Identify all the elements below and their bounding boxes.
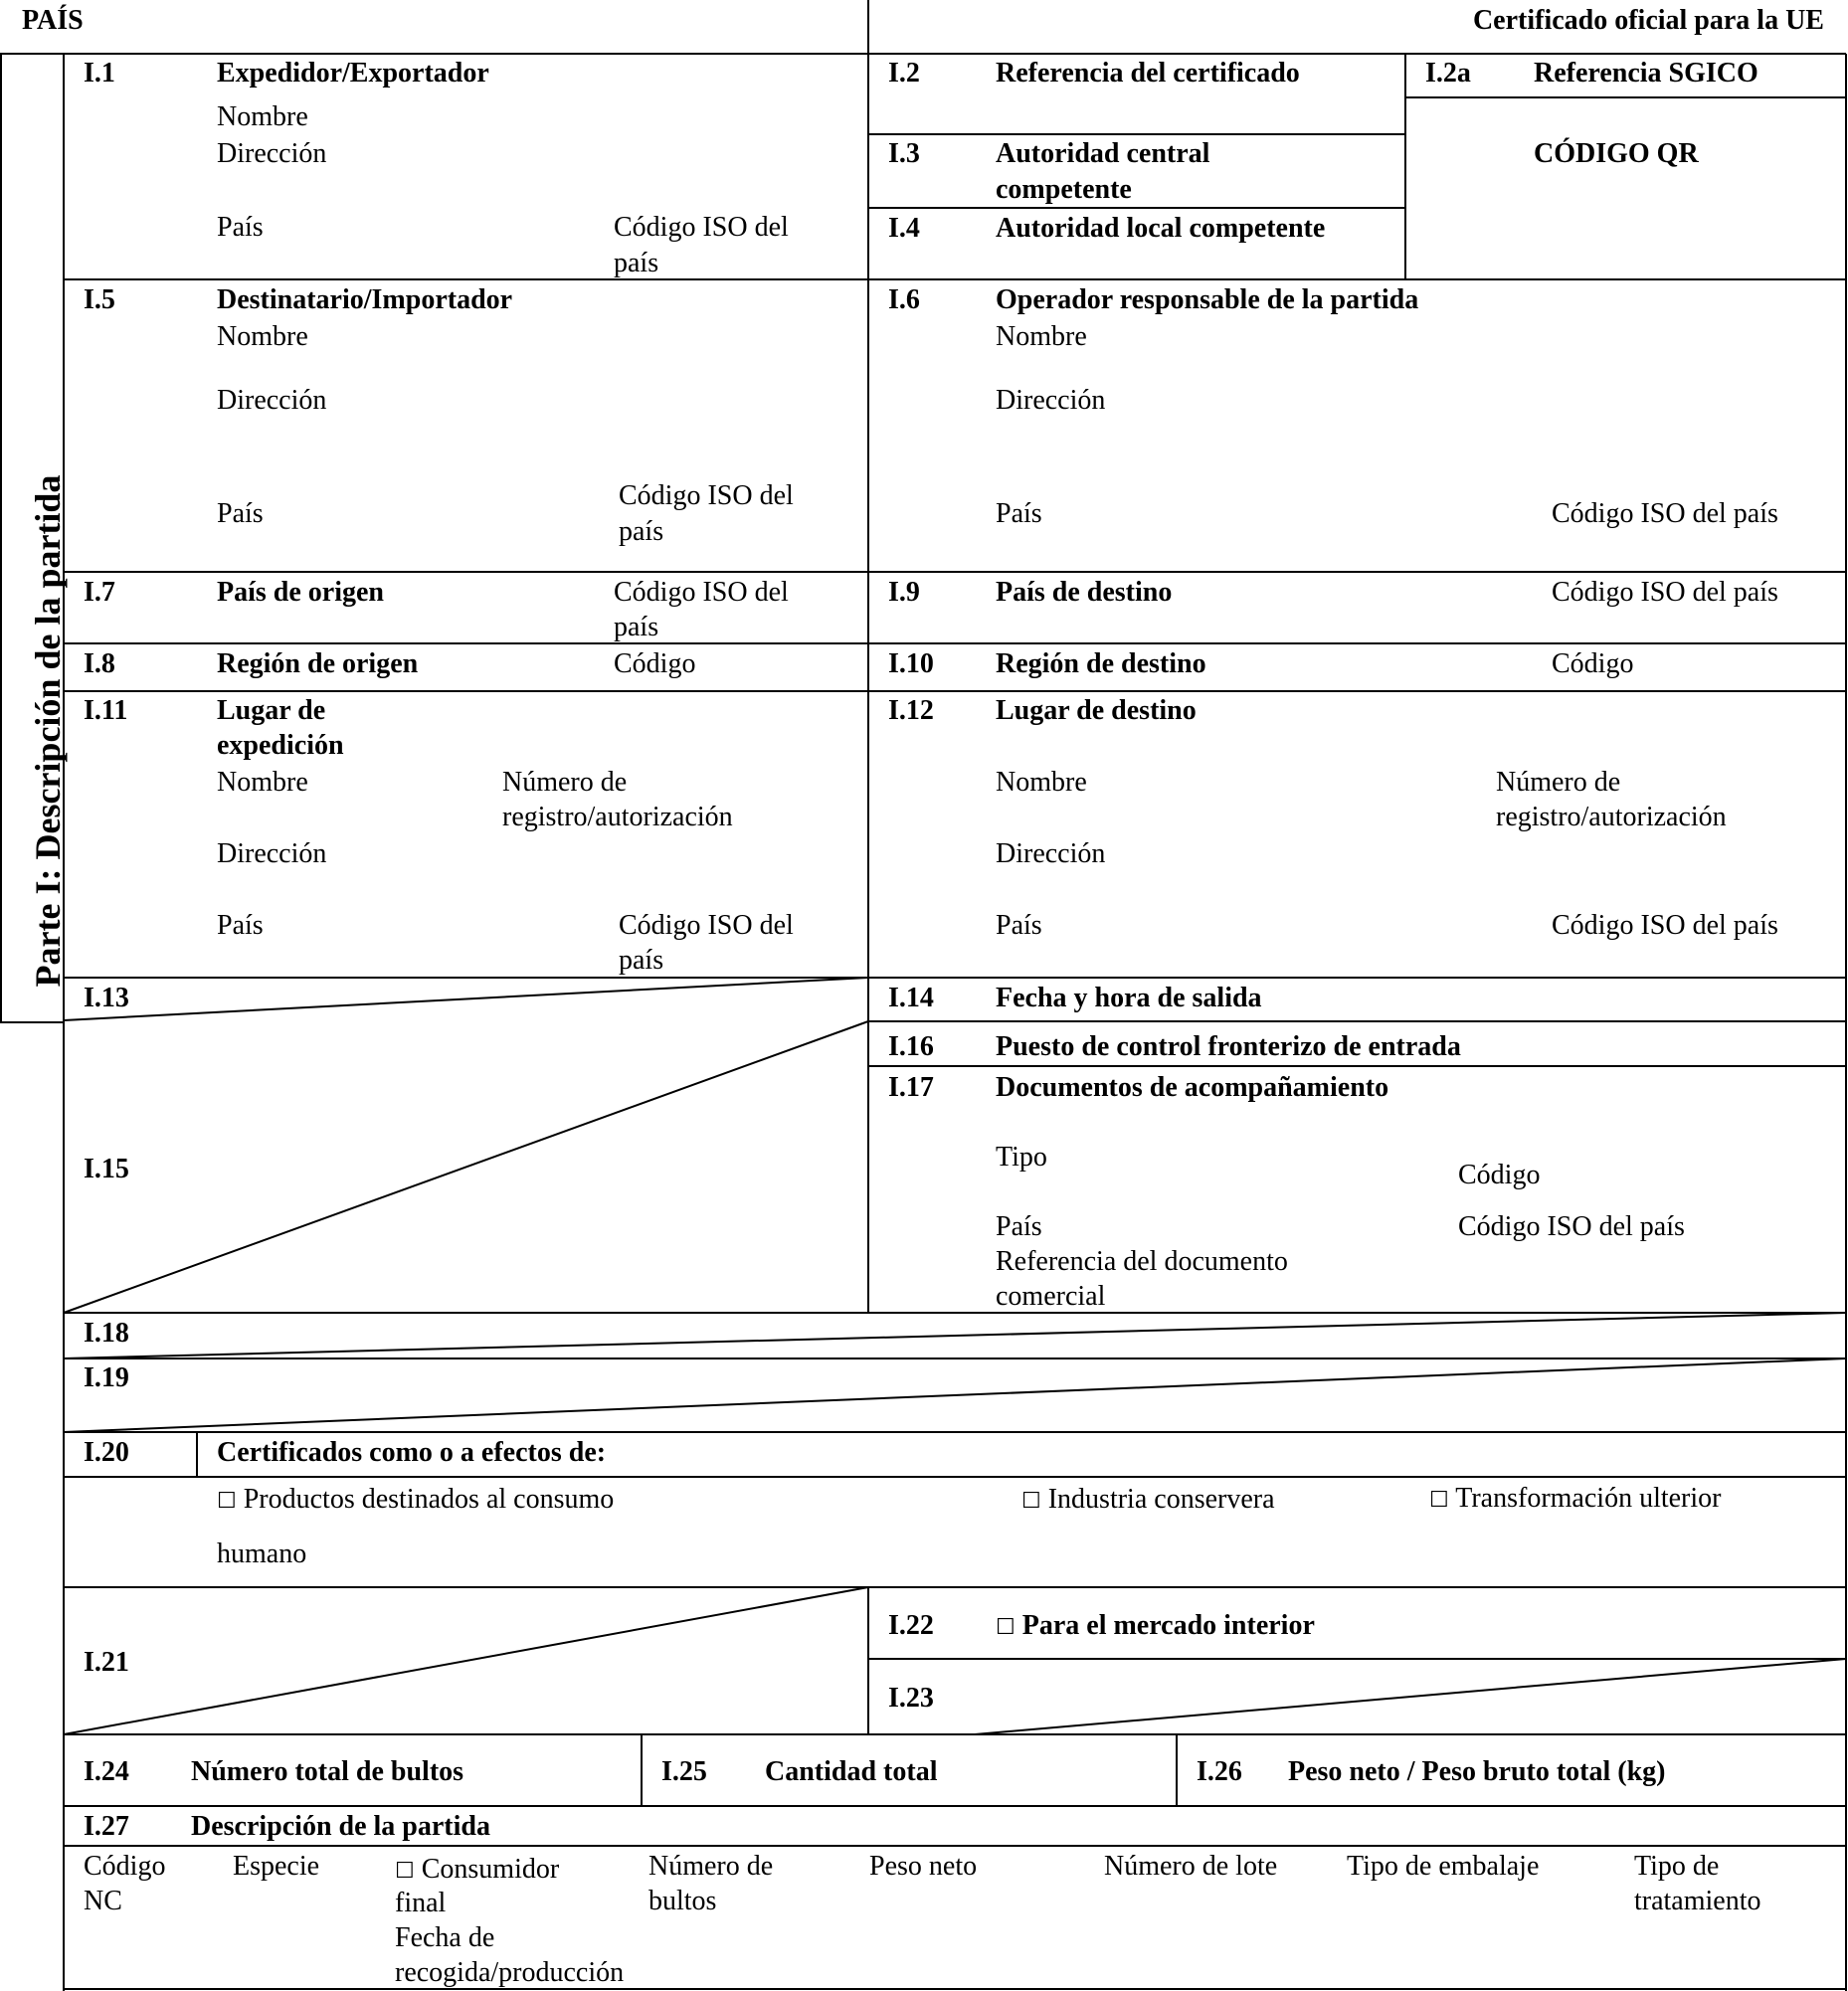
box-i5-title: Destinatario/Importador [217,284,513,315]
box-i12-iso-label: Código ISO del país [1552,910,1778,941]
column-collection-date: Fecha de [395,1922,495,1953]
box-i17-commercial-ref-label-2: comercial [996,1281,1106,1312]
box-i17-commercial-ref-label: Referencia del documento [996,1246,1288,1277]
box-i24-number: I.24 [84,1756,129,1787]
box-i6-name-label: Nombre [996,321,1087,352]
box-i4-title: Autoridad local competente [996,213,1326,244]
option-canning-industry [1021,1482,1275,1519]
option-human-consumption-label: Productos destinados al consumo [243,1484,615,1515]
column-species: Especie [233,1851,320,1882]
checkbox-further-processing[interactable]: ☐ [1429,1488,1449,1513]
box-i5-name-label: Nombre [217,321,308,352]
box-i11-registration-label: Número de [502,767,628,798]
box-i17-country-label: País [996,1211,1042,1242]
box-i12-title: Lugar de destino [996,695,1197,726]
box-i10-title: Región de destino [996,648,1206,679]
box-i16-title: Puesto de control fronterizo de entrada [996,1031,1461,1062]
box-i17-title: Documentos de acompañamiento [996,1072,1389,1103]
box-i11-iso-label: Código ISO del [619,910,794,941]
box-i11-iso-label-2: país [619,945,664,976]
box-i13-number: I.13 [84,983,129,1013]
box-i8-number: I.8 [84,648,115,679]
column-cn-code-2: NC [84,1886,122,1916]
box-i9-iso-label: Código ISO del país [1552,577,1778,608]
column-collection-date-2: recogida/producción [395,1957,625,1988]
box-i27-number: I.27 [84,1811,129,1842]
box-i22-number: I.22 [888,1610,934,1641]
box-i1-address-label: Dirección [217,138,327,169]
box-i14-number: I.14 [888,983,934,1013]
box-i2-title: Referencia del certificado [996,58,1300,89]
box-i2a-number: I.2a [1425,58,1471,89]
box-i25-title: Cantidad total [765,1756,938,1787]
box-i17-type-label: Tipo [996,1142,1047,1173]
option-internal-market [996,1608,1315,1645]
box-i20-number: I.20 [84,1437,129,1468]
box-i7-iso-label: Código ISO del [614,577,789,608]
column-packaging-type: Tipo de embalaje [1347,1851,1540,1882]
box-i26-number: I.26 [1197,1756,1242,1787]
column-net-weight: Peso neto [869,1851,978,1882]
box-i4-number: I.4 [888,213,920,244]
box-i11-title-2: expedición [217,730,344,761]
country-label: PAÍS [22,5,84,36]
box-i11-country-label: País [217,910,264,941]
box-i23-number: I.23 [888,1683,934,1714]
column-final-consumer-label: Consumidor [421,1854,560,1885]
box-i22-title: Para el mercado interior [1021,1610,1315,1641]
box-i11-registration-label-2: registro/autorización [502,802,733,832]
box-i12-address-label: Dirección [996,838,1106,869]
option-further-processing [1429,1481,1721,1518]
box-i5-number: I.5 [84,284,115,315]
box-i6-title: Operador responsable de la partida [996,284,1419,315]
box-i9-title: País de destino [996,577,1173,608]
box-i21-number: I.21 [84,1647,129,1678]
qr-code-placeholder: CÓDIGO QR [1534,138,1699,169]
box-i2a-title: Referencia SGICO [1534,58,1758,89]
column-treatment-type-2: tratamiento [1634,1886,1761,1916]
box-i26-title: Peso neto / Peso bruto total (kg) [1288,1756,1666,1787]
box-i3-title-2: competente [996,174,1132,205]
certificate-title: Certificado oficial para la UE [1472,5,1824,36]
box-i1-iso-label: Código ISO del [614,212,789,243]
box-i5-iso-label-2: país [619,516,664,547]
box-i12-number: I.12 [888,695,934,726]
option-further-processing-label: Transformación ulterior [1455,1483,1722,1514]
box-i17-iso-label: Código ISO del país [1458,1211,1685,1242]
box-i8-title: Región de origen [217,648,419,679]
column-cn-code: Código [84,1851,166,1882]
box-i14-title: Fecha y hora de salida [996,983,1262,1013]
box-i10-number: I.10 [888,648,934,679]
box-i1-number: I.1 [84,58,115,89]
box-i11-name-label: Nombre [217,767,308,798]
column-final-consumer [395,1852,559,1889]
checkbox-human-consumption[interactable]: ☐ [217,1489,237,1514]
box-i3-number: I.3 [888,138,920,169]
checkbox-canning-industry[interactable]: ☐ [1021,1489,1041,1514]
box-i9-number: I.9 [888,577,920,608]
box-i24-title: Número total de bultos [191,1756,464,1787]
column-batch-number: Número de lote [1104,1851,1278,1882]
box-i1-title: Expedidor/Exportador [217,58,489,89]
column-number-of-packages: Número de [648,1851,774,1882]
box-i19-number: I.19 [84,1362,129,1393]
box-i16-number: I.16 [888,1031,934,1062]
box-i6-number: I.6 [888,284,920,315]
box-i7-number: I.7 [84,577,115,608]
box-i25-number: I.25 [661,1756,707,1787]
box-i2-number: I.2 [888,58,920,89]
box-i11-address-label: Dirección [217,838,327,869]
option-human-consumption [217,1482,614,1519]
box-i5-iso-label: Código ISO del [619,480,794,511]
checkbox-final-consumer[interactable]: ☐ [395,1859,415,1884]
box-i8-code-label: Código [614,648,696,679]
box-i10-code-label: Código [1552,648,1634,679]
box-i3-title: Autoridad central [996,138,1210,169]
box-i7-iso-label-2: país [614,612,659,642]
box-i7-title: País de origen [217,577,384,608]
column-treatment-type: Tipo de [1634,1851,1720,1882]
box-i11-title: Lugar de [217,695,326,726]
option-human-consumption-label-2: humano [217,1538,307,1569]
box-i5-address-label: Dirección [217,385,327,416]
checkbox-internal-market[interactable]: ☐ [996,1615,1016,1640]
box-i12-country-label: País [996,910,1042,941]
box-i12-registration-label-2: registro/autorización [1496,802,1727,832]
box-i6-iso-label: Código ISO del país [1552,498,1778,529]
box-i12-registration-label: Número de [1496,767,1621,798]
box-i12-name-label: Nombre [996,767,1087,798]
box-i20-title: Certificados como o a efectos de: [217,1437,607,1468]
box-i6-country-label: País [996,498,1042,529]
box-i17-number: I.17 [888,1072,934,1103]
box-i5-country-label: País [217,498,264,529]
column-number-of-packages-2: bultos [648,1886,717,1916]
box-i1-iso-label-2: país [614,248,659,278]
column-final-consumer-label-2: final [395,1888,447,1918]
part-one-side-label: Parte I: Descripción de la partida [28,474,68,988]
box-i1-country-label: País [217,212,264,243]
option-canning-industry-label: Industria conservera [1047,1484,1275,1515]
box-i17-code-label: Código [1458,1160,1541,1190]
box-i6-address-label: Dirección [996,385,1106,416]
box-i18-number: I.18 [84,1318,129,1349]
box-i1-name-label: Nombre [217,101,308,132]
box-i11-number: I.11 [84,695,128,726]
box-i15-number: I.15 [84,1154,129,1184]
box-i27-title: Descripción de la partida [191,1811,490,1842]
